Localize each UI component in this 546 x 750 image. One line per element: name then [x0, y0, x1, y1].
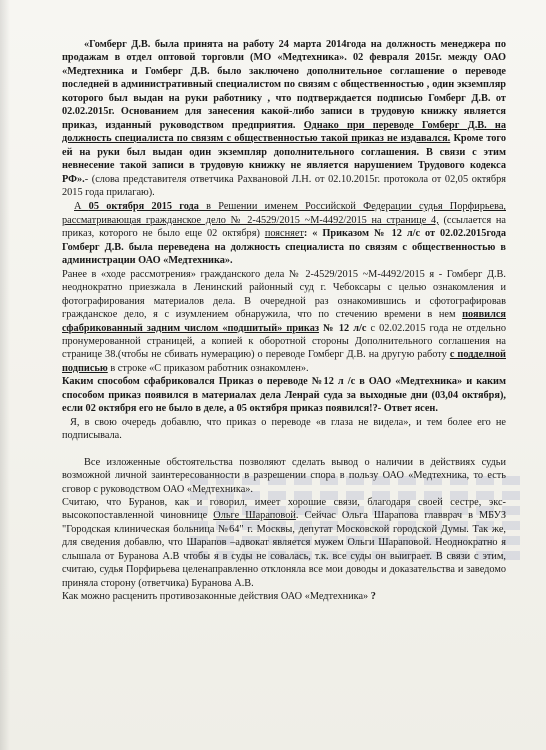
text: Как можно расценить противозаконные действия ОАО «Медтехника» [62, 591, 371, 603]
underlined-name: Ольге Шараповой [213, 510, 296, 522]
text: (ссылается на приказ, которого не было еще 02 октября) [62, 214, 506, 240]
text: - (слова представителя ответчика Рахвановой Л.Н. от 02.10.2015г. протокола от 02,05 октября 2015 года прилагаю). [62, 173, 506, 198]
question-mark: ? [370, 591, 376, 603]
text: в строке «С приказом работник ознакомлен». [107, 362, 309, 374]
underlined-text: поясняет [264, 228, 304, 240]
text: . Сейчас Ольга Шарапова главврач в МБУЗ "Городская клиническая больница №64" г. Москвы, депутат Московской городской Думы. Так же, для сведения добавлю, что Шарапов –адвокат является мужем Ольги Шараповой. Неоднократно я слышала от Буранова А.В чтобы я в суды не совалась, т.к. все суды он выиграет. В связи с этим, считаю, судья Порфирьева целенаправленно отклоняла все мои доводы и доказательства и заведомо приняла сторону (ответчика) Буранова А.В. [62, 510, 506, 589]
paragraph-final-question [62, 590, 506, 603]
paragraph-statement: Я, в свою очередь добавлю, что приказ о переводе «в глаза не видела», и тем более его не подписывала. [62, 416, 506, 442]
document-body [62, 38, 506, 604]
text: с 02.02.2015 года не отдельно пронумерованной страницей, а копией к оборотной стороны Дополнительного соглашения на странице 38.(чтобы не сбивать нумерацию) о переводе Гомберг Д.В. на другую работу [62, 322, 507, 361]
paragraph-quote [62, 38, 506, 199]
text: «Гомберг Д.В. была принята на работу 24 марта 2014года на должность менеджера по продажам в отдел оптовой торговли (МО «Медтехника». 02 февраля 2015г. между ОАО «Медтехника и Гомберг Д.В. было заключено дополнительное соглашение о переводе последней в административный специалистом по связям с общественностью , один экземпляр которого был выдан на руки работнику , что подтверждается подписью Гомберг Д.В. от 02.02.2015г. Основанием для занесения какой-либо записи в трудовую книжку является приказ, изданный руководством предприятия. [62, 39, 506, 131]
text: Ранее в «ходе рассмотрения» гражданского дела № 2-4529/2015 ~М-4492/2015 я - Гомберг Д.В. неоднократно приезжала в Ленинский районный суд г. Чебоксары с целью ознакомления и фотографирования материалов дела. В очередной раз ознакомившись и сфотографировав гражданское дело, я с изумлением обнаружила, что по стечению времени в нем [62, 268, 506, 321]
paragraph-question: Каким способом сфабриковался Приказ о переводе №12 л /с в ОАО «Медтехника» и каким способом приказ появился в материалах дела Ленрай суда за выходные дни (03,04 октября), если 02 октября его не было в деле, а 05 октября приказ появился!?- Ответ ясен. [62, 376, 506, 415]
paragraph-conclusion: Все изложенные обстоятельства позволяют сделать вывод о наличии в действиях судьи возможной личной заинтересованности в разрешении спора в пользу ОАО «Медтехника, то есть сговор с руководством ОАО «Медтехника». [62, 456, 506, 495]
paragraph-case-review [62, 268, 506, 376]
text: № 12 л/с [318, 322, 367, 334]
paragraph-gap [62, 443, 506, 456]
paragraph-connections [62, 496, 506, 590]
text: А [74, 201, 89, 213]
underlined-text: Однако при переводе Гомберг Д.В. на должность специалиста по связям с общественностью такой приказ не издавался. [62, 119, 506, 145]
order-quote: : « Приказом № 12 л/с от 02.02.2015года Гомберг Д.В. была переведена на должность специалиста по связям с общественностью в администрации ОАО «Медтехника». [62, 228, 506, 267]
paragraph-decision [62, 200, 506, 267]
scan-edge-shadow [0, 0, 10, 750]
text: Кроме того ей на руки был выдан один экземпляр дополнительного соглашения. В связи с этим невнесение такой записи в трудовую книжку не является нарушением Трудового кодекса РФ». [62, 133, 506, 185]
underlined-text: в Решении именем Российской Федерации судья Порфирьева, рассматривающая гражданское дело № 2-4529/2015 ~М-4492/2015 на странице 4, [62, 201, 506, 226]
underlined-bold-text: с подделной подписью [62, 349, 506, 374]
date-text: 05 октября 2015 года [88, 201, 199, 213]
text: Считаю, что Буранов, как и говорил, имеет хорошие связи, благодаря своей сестре, экс-высокопоставленной чиновнице [62, 496, 506, 522]
underlined-bold-text: появился сфабрикованный задним числом «подшитый» приказ [62, 309, 506, 334]
